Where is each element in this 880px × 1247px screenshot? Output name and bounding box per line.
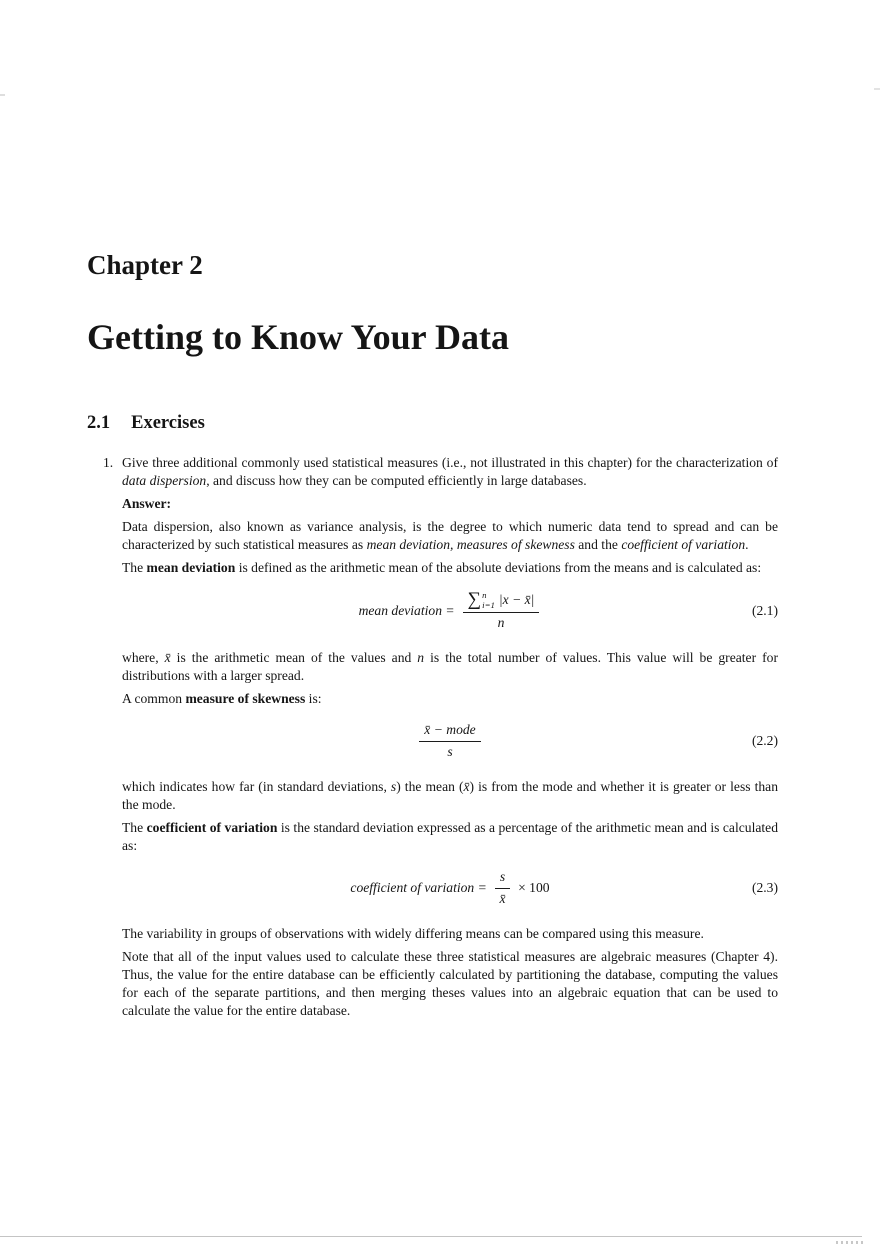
fraction-numerator bbox=[495, 868, 510, 888]
paragraph-variability: The variability in groups of observations with widely differing means can be compared using this measure. bbox=[122, 925, 704, 941]
equation-number: (2.2) bbox=[751, 732, 778, 748]
exercise-body bbox=[122, 454, 778, 1020]
exercise-number: 1. bbox=[103, 454, 114, 470]
fraction bbox=[463, 590, 540, 632]
summation-lower-limit: i=1 bbox=[482, 599, 495, 610]
scan-artifact-bottom-speck bbox=[836, 1241, 864, 1244]
fraction-denominator: n bbox=[463, 612, 540, 632]
section-number: 2.1 bbox=[87, 412, 111, 433]
equation-rhs: × 100 bbox=[518, 879, 550, 895]
fraction bbox=[495, 868, 510, 908]
equation-skewness bbox=[122, 721, 778, 761]
numerator-expression: s bbox=[499, 868, 506, 884]
fraction-denominator: s bbox=[419, 741, 480, 761]
fraction bbox=[419, 721, 480, 761]
summation-upper-limit: n bbox=[482, 589, 487, 600]
numerator-expression: x̄ − mode bbox=[424, 721, 476, 737]
equation-mean-deviation bbox=[122, 590, 778, 632]
section-heading bbox=[87, 413, 778, 434]
fraction-denominator: x̄ bbox=[495, 888, 510, 908]
scan-artifact-bottom-line bbox=[0, 1236, 862, 1237]
paragraph-which-indicates: which indicates how far (in standard deviations, s) the mean (x̄) is from the mode and whether it is greater or less than the mode. bbox=[122, 778, 779, 812]
paragraph-mean-deviation-intro: The mean deviation is defined as the arithmetic mean of the absolute deviations from the means and is calculated as: bbox=[122, 559, 762, 575]
equation-expression bbox=[359, 590, 542, 632]
paragraph-coefficient-of-variation-intro: The coefficient of variation is the standard deviation expressed as a percentage of the arithmetic mean and is calculated as: bbox=[122, 819, 778, 853]
summation-icon: ∑ bbox=[467, 589, 482, 611]
equation-number: (2.1) bbox=[751, 602, 778, 618]
page-content bbox=[87, 250, 778, 1020]
paragraph-data-dispersion: Data dispersion, also known as variance analysis, is the degree to which numeric data tend to spread and can be characterized by such statistical measures as mean deviation, measures of skewness and the coefficient of variation. bbox=[122, 518, 778, 552]
equation-coefficient-of-variation bbox=[122, 868, 778, 908]
equation-lhs: mean deviation = bbox=[358, 602, 455, 618]
section-title: Exercises bbox=[131, 412, 205, 433]
fraction-numerator bbox=[463, 590, 540, 612]
summation-limits bbox=[482, 590, 495, 610]
chapter-label: Chapter 2 bbox=[87, 250, 203, 280]
equation-lhs: coefficient of variation = bbox=[350, 879, 487, 895]
equation-expression bbox=[350, 868, 549, 908]
exercise-item-1 bbox=[87, 454, 778, 1020]
equation-expression bbox=[417, 721, 482, 761]
chapter-title: Getting to Know Your Data bbox=[87, 317, 509, 357]
scan-artifact-right-dash bbox=[874, 88, 880, 90]
paragraph-where: where, x̄ is the arithmetic mean of the values and n is the total number of values. This value will be greater for distributions with a larger spread. bbox=[122, 649, 778, 683]
equation-number: (2.3) bbox=[751, 879, 778, 895]
fraction-numerator bbox=[419, 721, 480, 741]
numerator-expression: |x − x̄| bbox=[498, 591, 535, 607]
exercise-question: Give three additional commonly used statistical measures (i.e., not illustrated in this chapter) for the characterization of data dispersion, and discuss how they can be computed efficiently in large databases. bbox=[122, 454, 778, 488]
paragraph-note-algebraic: Note that all of the input values used to calculate these three statistical measures are algebraic measures (Chapter 4). Thus, the value for the entire database can be efficiently calculated by partitioning the database, computing the values for each of the separate partitions, and then merging theses values into an algebraic equation that can be used to calculate the value for the entire database. bbox=[122, 948, 778, 1018]
paragraph-skewness-intro: A common measure of skewness is: bbox=[122, 690, 322, 706]
scan-artifact-left-dash bbox=[0, 94, 5, 96]
answer-label: Answer: bbox=[122, 495, 172, 511]
